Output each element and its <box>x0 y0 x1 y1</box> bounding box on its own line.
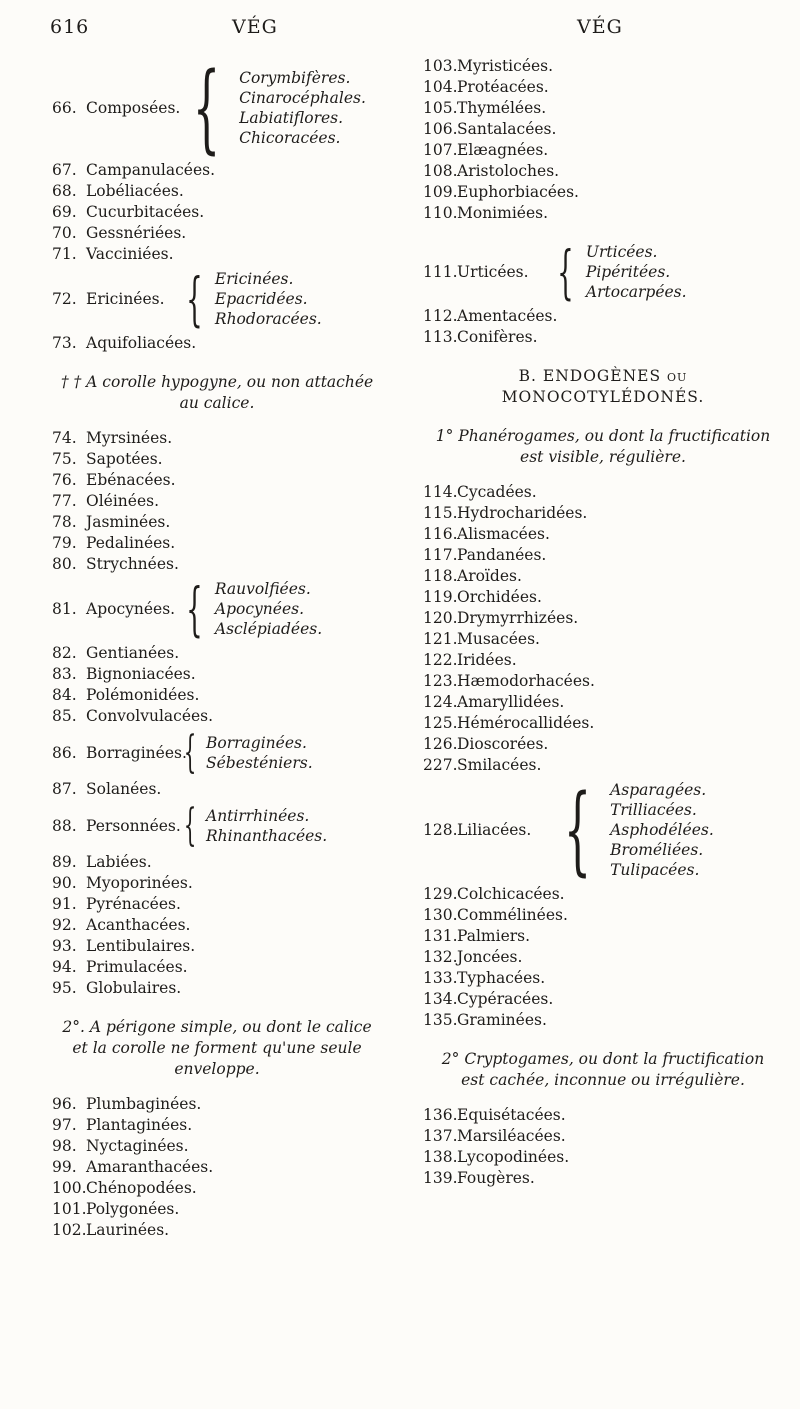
family-entry <box>423 77 783 98</box>
subfamily-name: Rhinanthacées. <box>206 827 328 845</box>
entry-number: 118. <box>423 567 458 585</box>
entry-number: 79. <box>52 534 77 552</box>
entry-number: 126. <box>423 735 458 753</box>
entry-name: Oléinées. <box>86 492 160 510</box>
entry-number: 139. <box>423 1169 458 1187</box>
entry-name: Marsiléacées. <box>457 1127 566 1145</box>
family-entry <box>52 491 382 512</box>
family-group <box>423 238 783 306</box>
family-entry <box>52 779 382 800</box>
entry-name: Personnées. <box>86 816 181 835</box>
entry-number: 67. <box>52 161 77 179</box>
subfamily-name: Antirrhinées. <box>206 807 310 825</box>
entry-name: Ebénacées. <box>86 471 176 489</box>
entry-number: 115. <box>423 504 458 522</box>
family-entry <box>52 1157 382 1178</box>
section-heading: 2°. A périgone simple, ou dont le calice et la corolle ne forment qu'une seule enveloppe. <box>62 1018 372 1078</box>
family-entry <box>52 685 382 706</box>
entry-name: Cypéracées. <box>457 990 554 1008</box>
entry-number: 80. <box>52 555 77 573</box>
family-entry <box>423 482 783 503</box>
entry-name: Aristoloches. <box>457 162 560 180</box>
entry-name: Pandanées. <box>457 546 547 564</box>
subfamily-name: Chicoracées. <box>239 129 341 147</box>
subfamily-name: Rhodoracées. <box>214 310 322 328</box>
family-entry <box>423 968 783 989</box>
entry-number: 123. <box>423 672 458 690</box>
entry-name: Gessnériées. <box>86 224 187 242</box>
subfamily-list <box>206 806 327 846</box>
subfamily-name: Borraginées. <box>206 734 307 752</box>
entry-name: Bignoniacées. <box>86 665 196 683</box>
entry-number: 95. <box>52 979 77 997</box>
brace-glyph: { <box>186 265 203 333</box>
entry-number: 133. <box>423 969 458 987</box>
family-entry <box>423 161 783 182</box>
entry-number: 116. <box>423 525 458 543</box>
entry-number: 125. <box>423 714 458 732</box>
family-entry <box>423 119 783 140</box>
family-entry <box>423 503 783 524</box>
family-list <box>423 306 783 348</box>
subfamily-name: Epacridées. <box>214 290 308 308</box>
family-entry <box>52 181 382 202</box>
subfamily-list <box>586 242 687 302</box>
entry-number: 89. <box>52 853 77 871</box>
entry-name: Plantaginées. <box>86 1116 193 1134</box>
left-column <box>52 52 382 1241</box>
entry-number: 108. <box>423 162 458 180</box>
entry-number: 103. <box>423 57 458 75</box>
family-entry <box>52 223 382 244</box>
entry-number: 131. <box>423 927 458 945</box>
entry-number: 70. <box>52 224 77 242</box>
entry-number: 119. <box>423 588 458 606</box>
entry-number: 102. <box>52 1221 87 1239</box>
entry-name: Alismacées. <box>457 525 550 543</box>
family-entry <box>52 244 382 265</box>
family-group <box>52 575 382 643</box>
family-entry <box>423 566 783 587</box>
entry-name: Liliacées. <box>457 820 532 839</box>
entry-number: 130. <box>423 906 458 924</box>
brace-glyph: { <box>183 800 197 851</box>
entry-name: Thymélées. <box>457 99 547 117</box>
family-entry <box>52 1094 382 1115</box>
entry-name: Ericinées. <box>86 289 165 308</box>
brace-glyph: { <box>183 727 197 778</box>
left-running-title: VÉG <box>232 16 278 38</box>
entry-number: 129. <box>423 885 458 903</box>
entry-name: Acanthacées. <box>86 916 191 934</box>
family-entry <box>52 706 382 727</box>
entry-number: 68. <box>52 182 77 200</box>
entry-number: 122. <box>423 651 458 669</box>
brace-glyph: { <box>563 774 592 886</box>
entry-name: Monimiées. <box>457 204 549 222</box>
entry-name: Aroïdes. <box>457 567 522 585</box>
brace-glyph: { <box>557 238 574 306</box>
family-entry <box>52 852 382 873</box>
family-entry <box>52 533 382 554</box>
section-heading: 1° Phanérogames, ou dont la fructification est visible, régulière. <box>435 427 771 466</box>
entry-number: 94. <box>52 958 77 976</box>
entry-name: Jasminées. <box>86 513 171 531</box>
family-list <box>52 428 382 575</box>
entry-name: Aquifoliacées. <box>86 334 197 352</box>
subfamily-name: Trilliacées. <box>610 801 697 819</box>
entry-name: Composées. <box>86 98 181 117</box>
subfamily-name: Ericinées. <box>214 270 294 288</box>
subfamily-name: Asphodélées. <box>610 821 714 839</box>
entry-number: 92. <box>52 916 77 934</box>
family-entry <box>423 947 783 968</box>
family-entry <box>423 182 783 203</box>
entry-name: Pyrénacées. <box>86 895 181 913</box>
family-entry <box>423 650 783 671</box>
entry-number: 98. <box>52 1137 77 1155</box>
family-entry <box>52 978 382 999</box>
entry-name: Myristicées. <box>457 57 554 75</box>
entry-number: 81. <box>52 599 77 618</box>
family-entry <box>423 545 783 566</box>
entry-name: Gentianées. <box>86 644 180 662</box>
entry-name: Primulacées. <box>86 958 188 976</box>
family-entry <box>52 1220 382 1241</box>
subfamily-name: Pipéritées. <box>585 263 671 281</box>
family-group <box>52 800 382 851</box>
family-group <box>52 727 382 778</box>
entry-number: 136. <box>423 1106 458 1124</box>
entry-name: Drymyrrhizées. <box>457 609 579 627</box>
family-entry <box>52 936 382 957</box>
family-entry <box>423 98 783 119</box>
entry-name: Hæmodorhacées. <box>457 672 595 690</box>
family-entry <box>423 1168 783 1189</box>
entry-number: 137. <box>423 1127 458 1145</box>
entry-number: 121. <box>423 630 458 648</box>
entry-name: Orchidées. <box>457 588 542 606</box>
page-number: 616 <box>50 16 90 38</box>
family-entry <box>423 524 783 545</box>
entry-number: 88. <box>52 816 77 835</box>
entry-number: 227. <box>423 756 458 774</box>
family-entry <box>52 554 382 575</box>
entry-number: 106. <box>423 120 458 138</box>
family-list <box>423 482 783 776</box>
family-list <box>423 56 783 224</box>
subfamily-name: Asclépiadées. <box>214 620 323 638</box>
entry-name: Chénopodées. <box>86 1179 197 1197</box>
family-entry <box>52 1115 382 1136</box>
subfamily-name: Tulipacées. <box>610 861 700 879</box>
entry-name: Musacées. <box>457 630 540 648</box>
family-list <box>423 1105 783 1189</box>
entry-name: Elæagnées. <box>457 141 549 159</box>
entry-number: 97. <box>52 1116 77 1134</box>
entry-name: Amaryllidées. <box>457 693 565 711</box>
family-entry <box>52 333 382 354</box>
family-entry <box>52 470 382 491</box>
family-list <box>52 643 382 727</box>
family-entry <box>423 926 783 947</box>
entry-name: Sapotées. <box>86 450 163 468</box>
entry-name: Cucurbitacées. <box>86 203 205 221</box>
entry-number: 72. <box>52 289 77 308</box>
family-entry <box>52 512 382 533</box>
entry-number: 77. <box>52 492 77 510</box>
entry-number: 132. <box>423 948 458 966</box>
family-entry <box>423 884 783 905</box>
entry-name: Strychnées. <box>86 555 179 573</box>
entry-number: 124. <box>423 693 458 711</box>
entry-number: 111. <box>423 262 458 281</box>
entry-number: 107. <box>423 141 458 159</box>
entry-number: 110. <box>423 204 458 222</box>
family-entry <box>423 1147 783 1168</box>
entry-name: Plumbaginées. <box>86 1095 202 1113</box>
right-column <box>423 56 783 1189</box>
entry-name: Amaranthacées. <box>86 1158 214 1176</box>
entry-name: Colchicacées. <box>457 885 565 903</box>
entry-number: 87. <box>52 780 77 798</box>
family-entry <box>423 327 783 348</box>
family-group <box>52 265 382 333</box>
family-list <box>423 884 783 1031</box>
subfamily-name: Apocynées. <box>214 600 305 618</box>
entry-number: 114. <box>423 483 458 501</box>
entry-name: Hémérocallidées. <box>457 714 595 732</box>
entry-number: 109. <box>423 183 458 201</box>
subfamily-name: Corymbifères. <box>239 69 351 87</box>
entry-name: Santalacées. <box>457 120 557 138</box>
entry-number: 69. <box>52 203 77 221</box>
family-group <box>52 52 382 164</box>
family-entry <box>423 755 783 776</box>
family-entry <box>423 56 783 77</box>
entry-number: 90. <box>52 874 77 892</box>
entry-number: 105. <box>423 99 458 117</box>
entry-name: Smilacées. <box>457 756 542 774</box>
family-entry <box>423 306 783 327</box>
entry-number: 104. <box>423 78 458 96</box>
subfamily-name: Sébesténiers. <box>206 754 313 772</box>
family-entry <box>52 664 382 685</box>
entry-name: Convolvulacées. <box>86 707 214 725</box>
family-entry <box>423 629 783 650</box>
entry-number: 73. <box>52 334 77 352</box>
family-list <box>52 160 382 265</box>
entry-name: Urticées. <box>457 262 529 281</box>
entry-name: Conifères. <box>457 328 538 346</box>
subfamily-name: Rauvolfiées. <box>214 580 311 598</box>
family-entry <box>423 587 783 608</box>
family-entry <box>423 1126 783 1147</box>
family-entry <box>423 608 783 629</box>
family-entry <box>52 915 382 936</box>
entry-name: Pedalinées. <box>86 534 176 552</box>
entry-name: Solanées. <box>86 780 162 798</box>
family-entry <box>52 1199 382 1220</box>
entry-name: Nyctaginées. <box>86 1137 189 1155</box>
entry-number: 113. <box>423 328 458 346</box>
entry-name: Hydrocharidées. <box>457 504 588 522</box>
entry-name: Labiées. <box>86 853 152 871</box>
family-list <box>52 852 382 999</box>
family-entry <box>52 1136 382 1157</box>
entry-number: 86. <box>52 743 77 762</box>
subfamily-list <box>215 269 322 329</box>
brace-glyph: { <box>186 575 203 643</box>
section-heading: 2° Cryptogames, ou dont la fructification est cachée, inconnue ou irrégulière. <box>441 1050 765 1089</box>
family-entry <box>52 643 382 664</box>
entry-number: 78. <box>52 513 77 531</box>
entry-number: 128. <box>423 820 458 839</box>
subfamily-name: Artocarpées. <box>585 283 687 301</box>
entry-number: 135. <box>423 1011 458 1029</box>
entry-name: Laurinées. <box>86 1221 170 1239</box>
entry-number: 91. <box>52 895 77 913</box>
subfamily-name: Cinarocéphales. <box>239 89 366 107</box>
entry-number: 138. <box>423 1148 458 1166</box>
entry-number: 71. <box>52 245 77 263</box>
entry-name: Amentacées. <box>457 307 558 325</box>
subfamily-name: Broméliées. <box>610 841 704 859</box>
family-entry <box>52 957 382 978</box>
entry-number: 76. <box>52 471 77 489</box>
entry-name: Polémonidées. <box>86 686 200 704</box>
entry-name: Graminées. <box>457 1011 547 1029</box>
family-entry <box>423 692 783 713</box>
family-entry <box>423 905 783 926</box>
entry-name: Vacciniées. <box>86 245 174 263</box>
entry-number: 120. <box>423 609 458 627</box>
entry-name: Myrsinées. <box>86 429 173 447</box>
entry-number: 74. <box>52 429 77 447</box>
family-entry <box>423 989 783 1010</box>
entry-name: Polygonées. <box>86 1200 180 1218</box>
family-list <box>52 779 382 800</box>
entry-name: Equisétacées. <box>457 1106 566 1124</box>
entry-number: 99. <box>52 1158 77 1176</box>
entry-number: 93. <box>52 937 77 955</box>
family-entry <box>52 1178 382 1199</box>
subfamily-list <box>206 733 313 773</box>
family-entry <box>423 140 783 161</box>
brace-glyph: { <box>192 52 221 164</box>
entry-name: Palmiers. <box>457 927 531 945</box>
family-entry <box>52 873 382 894</box>
family-entry <box>423 713 783 734</box>
subfamily-list <box>610 780 714 880</box>
subfamily-name: Labiatiflores. <box>239 109 344 127</box>
family-group <box>423 774 783 886</box>
family-entry <box>423 734 783 755</box>
entry-name: Myoporinées. <box>86 874 193 892</box>
family-entry <box>423 671 783 692</box>
entry-number: 66. <box>52 98 77 117</box>
entry-name: Cycadées. <box>457 483 537 501</box>
entry-number: 82. <box>52 644 77 662</box>
section-heading: † † A corolle hypogyne, ou non attachée au calice. <box>60 373 374 412</box>
right-running-title: VÉG <box>577 16 623 38</box>
entry-name: Globulaires. <box>86 979 182 997</box>
entry-name: Euphorbiacées. <box>457 183 579 201</box>
entry-name: Campanulacées. <box>86 161 216 179</box>
subfamily-name: Urticées. <box>585 243 658 261</box>
subfamily-list <box>239 68 366 148</box>
family-list <box>52 1094 382 1241</box>
family-entry <box>423 203 783 224</box>
entry-number: 134. <box>423 990 458 1008</box>
family-entry <box>52 894 382 915</box>
family-entry <box>52 449 382 470</box>
entry-number: 75. <box>52 450 77 468</box>
entry-number: 117. <box>423 546 458 564</box>
entry-number: 96. <box>52 1095 77 1113</box>
entry-name: Typhacées. <box>457 969 546 987</box>
entry-name: Lentibulaires. <box>86 937 196 955</box>
entry-number: 83. <box>52 665 77 683</box>
entry-name: Lycopodinées. <box>457 1148 570 1166</box>
family-entry <box>423 1105 783 1126</box>
family-entry <box>423 1010 783 1031</box>
entry-name: Protéacées. <box>457 78 549 96</box>
entry-number: 85. <box>52 707 77 725</box>
entry-name: Borraginées. <box>86 743 187 762</box>
subfamily-name: Asparagées. <box>610 781 707 799</box>
entry-name: Dioscorées. <box>457 735 549 753</box>
entry-name: Fougères. <box>457 1169 535 1187</box>
entry-number: 101. <box>52 1200 87 1218</box>
entry-name: Joncées. <box>457 948 523 966</box>
entry-name: Iridées. <box>457 651 517 669</box>
entry-number: 100. <box>52 1179 87 1197</box>
section-heading: B. ENDOGÈNES ou MONOCOTYLÉDONÉS. <box>501 367 705 406</box>
family-entry <box>52 202 382 223</box>
entry-name: Apocynées. <box>86 599 176 618</box>
entry-number: 112. <box>423 307 458 325</box>
entry-number: 84. <box>52 686 77 704</box>
entry-name: Lobéliacées. <box>86 182 184 200</box>
subfamily-list <box>215 579 322 639</box>
family-list <box>52 333 382 354</box>
entry-name: Commélinées. <box>457 906 568 924</box>
family-entry <box>52 428 382 449</box>
